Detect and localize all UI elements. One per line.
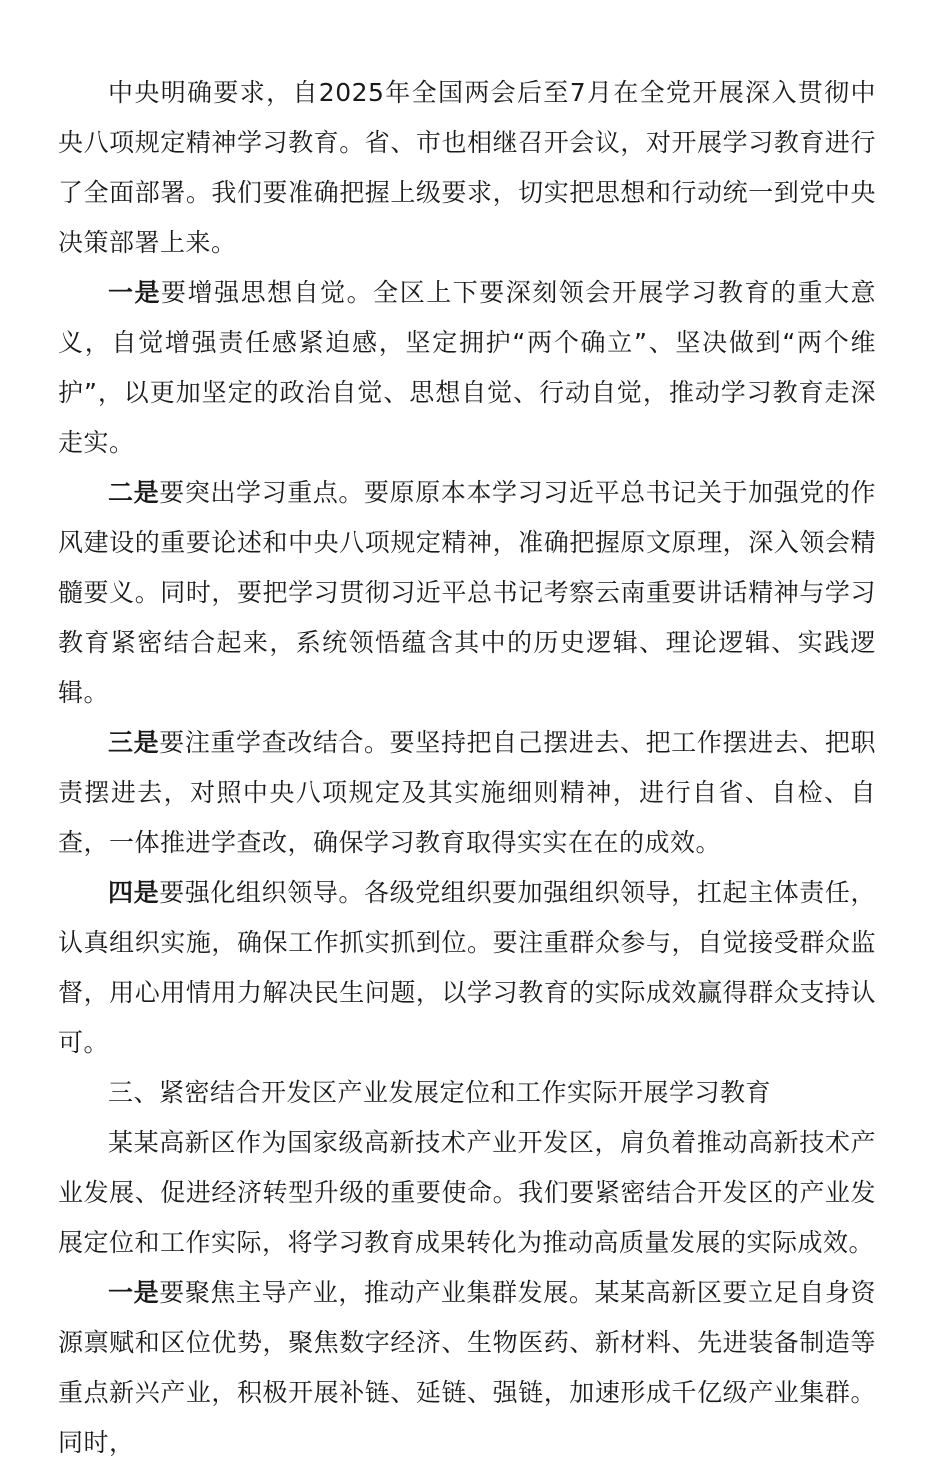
- intro-paragraph: 中央明确要求，自2025年全国两会后至7月在全党开展深入贯彻中央八项规定精神学习教育。省、市也相继召开会议，对开展学习教育进行了全面部署。我们要准确把握上级要求，切实把思想和行动统一到党中央决策部署上来。: [58, 78, 876, 257]
- point-four-lead: 四是: [108, 878, 160, 907]
- point-four-text: 要强化组织领导。各级党组织要加强组织领导，扛起主体责任，认真组织实施，确保工作抓实抓到位。要注重群众参与，自觉接受群众监督，用心用情用力解决民生问题，以学习教育的实际成效赢得群众支持认可。: [58, 878, 876, 1057]
- section-three-point-one-lead: 一是: [108, 1278, 160, 1307]
- point-three-text: 要注重学查改结合。要坚持把自己摆进去、把工作摆进去、把职责摆进去，对照中央八项规定及其实施细则精神，进行自省、自检、自查，一体推进学查改，确保学习教育取得实实在在的成效。: [58, 728, 876, 857]
- point-one-text: 要增强思想自觉。全区上下要深刻领会开展学习教育的重大意义，自觉增强责任感紧迫感，坚定拥护“两个确立”、坚决做到“两个维护”，以更加坚定的政治自觉、思想自觉、行动自觉，推动学习教育走深走实。: [58, 278, 876, 457]
- section-three-point-one-paragraph: [58, 1268, 876, 1468]
- point-one-paragraph: [58, 268, 876, 468]
- point-two-text: 要突出学习重点。要原原本本学习习近平总书记关于加强党的作风建设的重要论述和中央八项规定精神，准确把握原文原理，深入领会精髓要义。同时，要把学习贯彻习近平总书记考察云南重要讲话精神与学习教育紧密结合起来，系统领悟蕴含其中的历史逻辑、理论逻辑、实践逻辑。: [58, 478, 876, 707]
- point-three-lead: 三是: [108, 728, 160, 757]
- point-one-lead: 一是: [108, 278, 162, 307]
- point-three-paragraph: [58, 718, 876, 868]
- point-two-lead: 二是: [108, 478, 160, 507]
- section-three-point-one-text: 要聚焦主导产业，推动产业集群发展。某某高新区要立足自身资源禀赋和区位优势，聚焦数字经济、生物医药、新材料、先进装备制造等重点新兴产业，积极开展补链、延链、强链，加速形成千亿级产业集群。同时，: [58, 1278, 876, 1457]
- point-four-paragraph: [58, 868, 876, 1068]
- section-three-intro: 某某高新区作为国家级高新技术产业开发区，肩负着推动高新技术产业发展、促进经济转型升级的重要使命。我们要紧密结合开发区的产业发展定位和工作实际，将学习教育成果转化为推动高质量发展的实际成效。: [58, 1128, 876, 1257]
- document-page: [58, 68, 876, 1468]
- point-two-paragraph: [58, 468, 876, 718]
- section-three-heading: 三、紧密结合开发区产业发展定位和工作实际开展学习教育: [108, 1078, 772, 1107]
